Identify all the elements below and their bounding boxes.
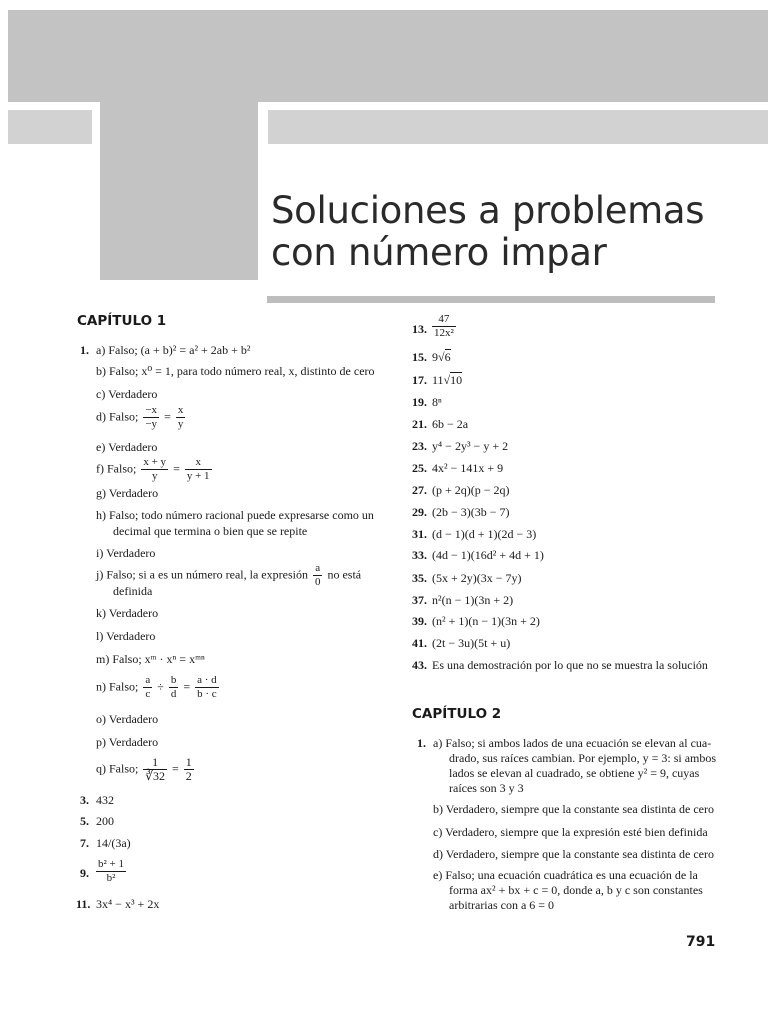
item-number: 1. — [417, 736, 426, 750]
title-line-1: Soluciones a problemas — [271, 189, 705, 232]
fraction-numerator: b — [170, 674, 177, 686]
answer-1m: m) Falso; xᵐ · xⁿ = xᵐⁿ — [96, 652, 205, 666]
fraction-denominator: 12x² — [434, 327, 454, 339]
answer-29: (2b − 3)(3b − 7) — [432, 505, 510, 519]
answer-1h-line1: h) Falso; todo número racional puede expresarse como un — [96, 508, 374, 522]
header-band-top — [8, 10, 768, 102]
answer-1j-line2: definida — [113, 584, 153, 598]
item-number: 15. — [412, 350, 427, 364]
page-title — [271, 190, 751, 274]
item-number: 3. — [80, 793, 89, 807]
item-number: 13. — [412, 322, 427, 336]
item-number: 9. — [80, 866, 89, 880]
equals-sign: = — [183, 679, 191, 694]
fraction-numerator: 1 — [143, 756, 167, 770]
fraction — [143, 756, 167, 783]
answer-1i: i) Verdadero — [96, 546, 156, 560]
item-number: 19. — [412, 395, 427, 409]
item-number: 43. — [412, 658, 427, 672]
fraction — [143, 674, 152, 701]
answer-1p: p) Verdadero — [96, 735, 159, 749]
fraction-denominator: y + 1 — [186, 470, 210, 482]
answer-41: (2t − 3u)(5t + u) — [432, 636, 511, 650]
answer-1n — [96, 674, 221, 701]
answer-33: (4d − 1)(16d² + 4d + 1) — [432, 548, 544, 562]
answer-1f — [96, 456, 214, 483]
fraction-numerator: b² + 1 — [98, 858, 125, 870]
fraction-denominator: c — [145, 688, 151, 700]
fraction-numerator: a — [145, 674, 151, 686]
item-number: 41. — [412, 636, 427, 650]
header-band-right — [268, 110, 768, 144]
fraction-numerator: 1 — [185, 755, 192, 769]
page-number: 791 — [686, 934, 716, 950]
answer-1c: c) Verdadero — [96, 387, 158, 401]
answer-1h-line2: decimal que termina o bien que se repite — [113, 524, 308, 538]
item-number: 31. — [412, 527, 427, 541]
item-number: 5. — [80, 814, 89, 828]
radical-prefix: 9√ — [432, 350, 445, 364]
answer-c2-1e-line3: arbitrarias con a 6 = 0 — [449, 898, 555, 912]
answer-c2-1a-line2: drado, sus raíces cambian. Por ejemplo, y = 3: si ambos — [449, 751, 717, 765]
radical-prefix: 11√ — [432, 373, 451, 387]
title-line-2: con número impar — [271, 231, 607, 274]
answer-c2-1e-line1: e) Falso; una ecuación cuadrática es una ecuación de la — [433, 868, 698, 882]
fraction-denominator: b · c — [197, 688, 217, 700]
answer-39: (n² + 1)(n − 1)(3n + 2) — [432, 614, 540, 628]
answer-1a: a) Falso; (a + b)² = a² + 2ab + b² — [96, 343, 251, 357]
answer-1j-text-end: no está — [327, 567, 362, 582]
answer-c2-1b: b) Verdadero, siempre que la constante sea distinta de cero — [433, 802, 715, 816]
answer-1q-label: q) Falso; — [96, 761, 139, 776]
title-rule — [267, 296, 715, 303]
fraction — [184, 756, 194, 783]
item-number: 25. — [412, 461, 427, 475]
fraction — [313, 562, 323, 589]
answer-35: (5x + 2y)(3x − 7y) — [432, 571, 522, 585]
fraction — [143, 404, 159, 431]
answer-c2-1d: d) Verdadero, siempre que la constante sea distinta de cero — [433, 847, 715, 861]
answer-3: 432 — [96, 793, 114, 807]
fraction-numerator: a · d — [197, 674, 217, 686]
answer-15 — [432, 350, 451, 365]
answer-23: y⁴ − 2y³ − y + 2 — [432, 439, 509, 453]
fraction-denominator: −y — [145, 418, 158, 430]
answer-1k: k) Verdadero — [96, 606, 159, 620]
header-band-left — [8, 110, 92, 144]
answer-9 — [94, 858, 128, 885]
answer-1l: l) Verdadero — [96, 629, 156, 643]
fraction — [185, 456, 212, 483]
answer-1e: e) Verdadero — [96, 440, 158, 454]
item-number: 21. — [412, 417, 427, 431]
fraction — [169, 674, 179, 701]
item-number: 17. — [412, 373, 427, 387]
fraction-numerator: x — [185, 456, 212, 470]
radicand: 6 — [444, 350, 451, 364]
answer-43: Es una demostración por lo que no se muestra la solución — [432, 658, 708, 672]
answer-c2-1a-line3: lados se elevan al cuadrado, se obtiene y² = 9, cuyas — [449, 766, 700, 780]
item-number: 37. — [412, 593, 427, 607]
answer-1j-text: j) Falso; si a es un número real, la expresión — [96, 567, 308, 582]
radicand: 10 — [450, 373, 463, 387]
fraction-denominator: y — [177, 418, 184, 430]
fraction-denominator: y — [151, 470, 158, 482]
equals-sign: = — [164, 409, 171, 424]
answer-1f-label: f) Falso; — [96, 461, 137, 476]
fraction-numerator: x + y — [143, 456, 167, 468]
fraction-numerator: 47 — [432, 313, 456, 327]
header-tab — [100, 102, 258, 280]
fraction-numerator: x — [177, 404, 184, 416]
answer-c2-1a-line4: raíces son 3 y 3 — [449, 781, 524, 795]
answer-1o: o) Verdadero — [96, 712, 159, 726]
fraction-numerator: a — [313, 562, 323, 576]
item-number: 27. — [412, 483, 427, 497]
equals-sign: = — [172, 761, 179, 776]
answer-1g: g) Verdadero — [96, 486, 159, 500]
answer-27: (p + 2q)(p − 2q) — [432, 483, 510, 497]
item-number: 1. — [80, 343, 89, 357]
fraction-denominator: d — [170, 688, 177, 700]
item-number: 7. — [80, 836, 89, 850]
answer-c2-1c: c) Verdadero, siempre que la expresión esté bien definida — [433, 825, 708, 839]
item-number: 35. — [412, 571, 427, 585]
answer-c2-1e-line2: forma ax² + bx + c = 0, donde a, b y c son constantes — [449, 883, 703, 897]
answer-1b: b) Falso; x⁰ = 1, para todo número real, x, distinto de cero — [96, 364, 375, 378]
answer-11: 3x⁴ − x³ + 2x — [96, 897, 160, 911]
fraction — [176, 404, 186, 431]
item-number: 23. — [412, 439, 427, 453]
fraction — [96, 858, 126, 885]
answer-5: 200 — [96, 814, 114, 828]
fraction — [432, 313, 456, 340]
item-number: 29. — [412, 505, 427, 519]
item-number: 11. — [76, 897, 91, 911]
chapter-2-heading: CAPÍTULO 2 — [412, 706, 502, 722]
item-number: 33. — [412, 548, 427, 562]
answer-1q — [96, 756, 196, 783]
fraction-denominator: b² — [106, 872, 116, 884]
answer-13 — [430, 313, 458, 340]
item-number: 39. — [412, 614, 427, 628]
equals-sign: = — [173, 461, 180, 476]
division-sign: ÷ — [157, 679, 164, 694]
answer-31: (d − 1)(d + 1)(2d − 3) — [432, 527, 537, 541]
answer-7: 14/(3a) — [96, 836, 131, 850]
answer-1d-label: d) Falso; — [96, 409, 139, 424]
fraction-numerator: −x — [145, 404, 158, 416]
fraction-denominator: ∛32 — [145, 769, 165, 783]
fraction — [195, 674, 219, 701]
fraction-denominator: 2 — [185, 769, 192, 783]
answer-17 — [432, 373, 462, 388]
answer-1n-label: n) Falso; — [96, 679, 139, 694]
fraction-denominator: 0 — [314, 576, 321, 588]
fraction — [141, 456, 168, 483]
answer-21: 6b − 2a — [432, 417, 469, 431]
chapter-1-heading: CAPÍTULO 1 — [77, 313, 167, 329]
answer-c2-1a-line1: a) Falso; si ambos lados de una ecuación se elevan al cua- — [433, 736, 712, 750]
answer-19: 8ⁿ — [432, 395, 442, 409]
answer-37: n²(n − 1)(3n + 2) — [432, 593, 514, 607]
answer-1d — [96, 404, 187, 431]
answer-25: 4x² − 141x + 9 — [432, 461, 504, 475]
